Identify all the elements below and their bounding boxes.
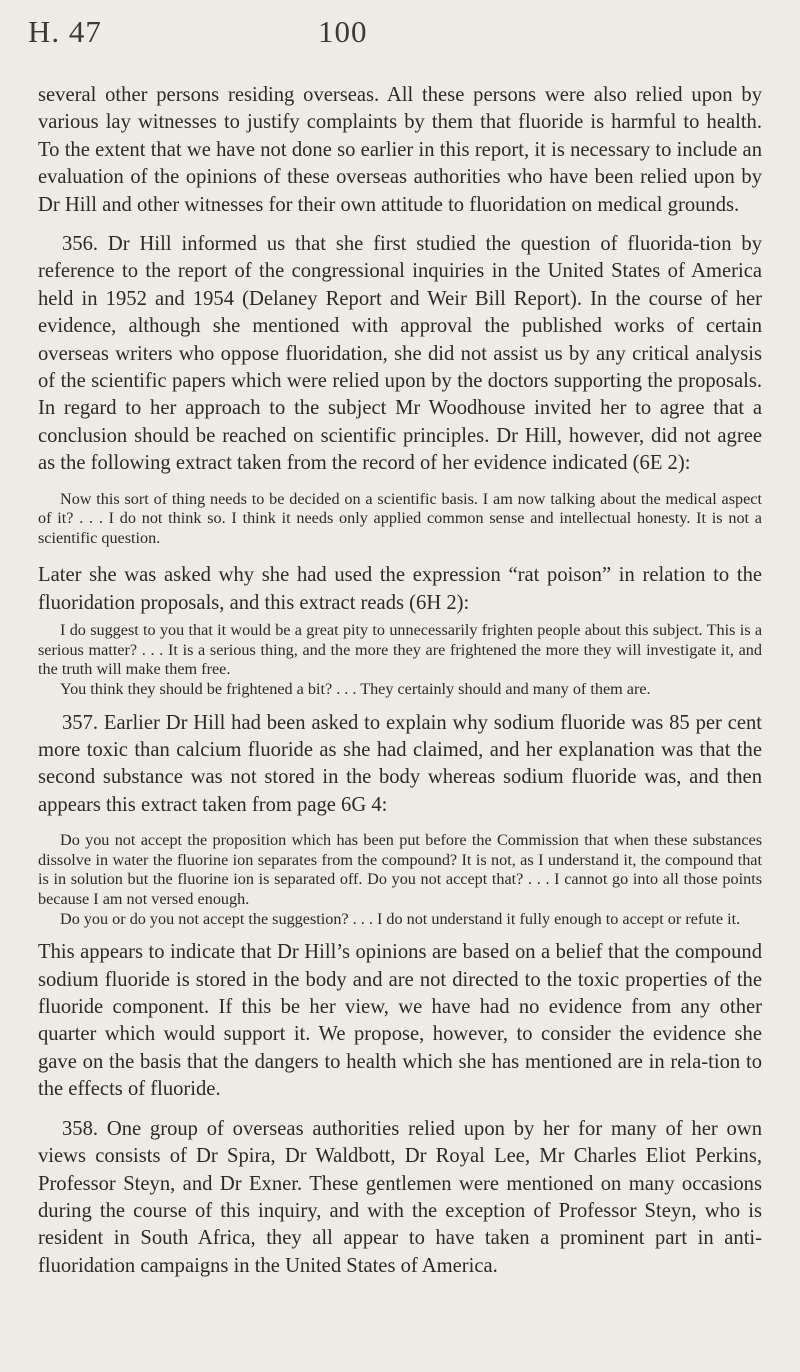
page-header [28,14,772,50]
page-body [38,82,762,1292]
quote-evidence-6g4-a: Do you not accept the proposition which has been put before the Commission that when these substances dissolve in water the fluorine ion separates from the compound? It is not, as I understand it, the compound that is in solution but the fluorine ion is separated off. Do you not accept that? . . . I cannot go into all those points because I am not versed enough. [38,831,762,909]
quote-evidence-6g4-b: Do you or do you not accept the suggestion? . . . I do not understand it fully enough to accept or refute it. [60,909,741,928]
paragraph-356: 356. Dr Hill informed us that she first studied the question of fluorida-tion by reference to the report of the congressional inquiries in the United States of America held in 1952 and 1954 (Delaney Report and Weir Bill Report). In the course of her evidence, although she mentioned with approval the published works of certain overseas writers who oppose fluoridation, she did not assist us by any critical analysis of the scientific papers which were relied upon by the doctors supporting the proposals. In regard to her approach to the subject Mr Woodhouse invited her to agree that a conclusion should be reached on scientific principles. Dr Hill, however, did not agree as the following extract taken from the record of her evidence indicated (6E 2): [38,233,762,475]
paragraph-continuation: several other persons residing overseas. All these persons were also relied upon by various lay witnesses to justify complaints by them that fluoride is harmful to health. To the extent that we have not done so earlier in this report, it is necessary to include an evaluation of the opinions of these overseas authorities who have been relied upon by Dr Hill and other witnesses for their own attitude to fluoridation on medical grounds. [38,84,762,216]
quote-evidence-6e2: Now this sort of thing needs to be decided on a scientific basis. I am now talking about the medical aspect of it? . . . I do not think so. I think it needs only applied common sense and intellectual honesty. It is not a scientific question. [38,489,762,547]
paragraph-357-continued: This appears to indicate that Dr Hill’s opinions are based on a belief that the compound sodium fluoride is stored in the body and are not directed to the toxic properties of the fluoride component. If this be her view, we have had no evidence from any other quarter which would support it. We propose, however, to consider the evidence she gave on the basis that the dangers to health which she has mentioned are in rela-tion to the effects of fluoride. [38,941,762,1101]
quote-evidence-6h2-b: You think they should be frightened a bit? . . . They certainly should and many of them are. [60,680,651,699]
paragraph-356-continued: Later she was asked why she had used the expression “rat poison” in relation to the fluoridation proposals, and this extract reads (6H 2): [38,564,762,614]
paragraph-357: 357. Earlier Dr Hill had been asked to explain why sodium fluoride was 85 per cent more toxic than calcium fluoride as she had claimed, and her explanation was that the second substance was not stored in the body whereas sodium fluoride was, and then appears this extract taken from page 6G 4: [38,711,762,816]
document-reference: H. 47 [28,14,102,49]
paragraph-358: 358. One group of overseas authorities relied upon by her for many of her own views consists of Dr Spira, Dr Waldbott, Dr Royal Lee, Mr Charles Eliot Perkins, Professor Steyn, and Dr Exner. These gentlemen were mentioned on many occasions during the course of this inquiry, and with the exception of Professor Steyn, who is resident in South Africa, they all appear to have taken a prominent part in anti-fluoridation campaigns in the United States of America. [38,1117,762,1277]
quote-evidence-6h2-a: I do suggest to you that it would be a great pity to unnecessarily frighten people about this subject. This is a serious matter? . . . It is a serious thing, and the more they are frightened the more they will investigate it, and the truth will make them free. [38,621,762,679]
page-number: 100 [318,14,368,49]
